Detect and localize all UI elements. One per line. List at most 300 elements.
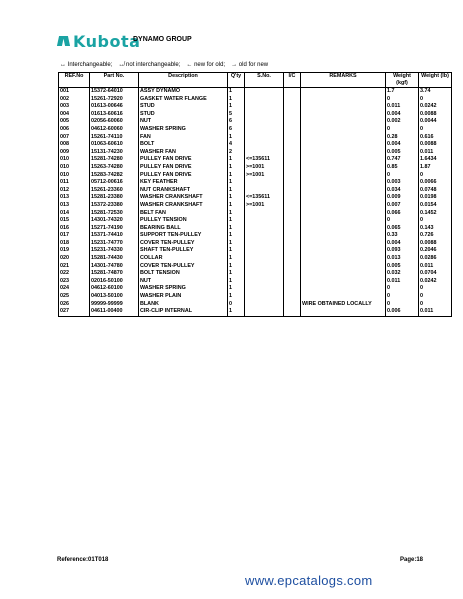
weight-kgf-cell: 0.28 [386, 134, 419, 142]
table-row [59, 96, 452, 104]
weight-kgf-cell: 0.007 [386, 202, 419, 210]
table-row [59, 187, 452, 195]
description-cell: PULLEY TENSION [139, 217, 228, 225]
ref-cell: 019 [59, 247, 90, 255]
serial-no-cell [245, 96, 284, 104]
weight-lb-cell: 3.74 [419, 88, 452, 96]
part-no-cell: 15281-72530 [90, 210, 139, 218]
table-row [59, 308, 452, 316]
weight-kgf-cell: 0.004 [386, 111, 419, 119]
description-cell: WASHER PLAIN [139, 293, 228, 301]
quantity-cell: 1 [228, 187, 245, 195]
serial-no-cell [245, 126, 284, 134]
ic-cell [284, 156, 301, 164]
description-cell: PULLEY FAN DRIVE [139, 172, 228, 180]
description-cell: FAN [139, 134, 228, 142]
ic-cell [284, 240, 301, 248]
ic-cell [284, 308, 301, 316]
weight-kgf-cell: 0.034 [386, 187, 419, 195]
weight-kgf-cell: 0.006 [386, 308, 419, 316]
part-no-cell: 15281-23380 [90, 194, 139, 202]
ic-cell [284, 210, 301, 218]
remarks-cell [301, 96, 386, 104]
table-row [59, 217, 452, 225]
part-no-cell: 15131-74230 [90, 149, 139, 157]
weight-kgf-cell: 0 [386, 172, 419, 180]
part-no-cell: 15231-74330 [90, 247, 139, 255]
weight-lb-cell: 0 [419, 285, 452, 293]
part-no-cell: 15372-64010 [90, 88, 139, 96]
part-no-cell: 15261-72920 [90, 96, 139, 104]
ic-cell [284, 255, 301, 263]
quantity-cell: 1 [228, 164, 245, 172]
ic-cell [284, 149, 301, 157]
remarks-cell [301, 141, 386, 149]
interchangeability-legend [60, 62, 268, 68]
weight-kgf-cell: 0.032 [386, 270, 419, 278]
ref-cell: 021 [59, 263, 90, 271]
weight-lb-cell: 0 [419, 217, 452, 225]
part-no-cell: 01613-00646 [90, 103, 139, 111]
group-title: DYNAMO GROUP [133, 36, 192, 43]
weight-lb-cell: 0.011 [419, 308, 452, 316]
serial-no-cell [245, 149, 284, 157]
table-row [59, 88, 452, 96]
serial-no-cell [245, 103, 284, 111]
description-cell: SUPPORT TEN-PULLEY [139, 232, 228, 240]
remarks-cell [301, 103, 386, 111]
description-cell: NUT [139, 118, 228, 126]
weight-lb-cell: 0.011 [419, 263, 452, 271]
serial-no-cell [245, 240, 284, 248]
reference-code: Reference:01T018 [57, 557, 109, 563]
serial-no-cell [245, 263, 284, 271]
serial-no-cell: >=1001 [245, 172, 284, 180]
description-cell: BELT FAN [139, 210, 228, 218]
header-serial-no: S.No. [245, 73, 284, 88]
header-remarks: REMARKS [301, 73, 386, 88]
header-ic: I/C [284, 73, 301, 88]
weight-kgf-cell: 0 [386, 217, 419, 225]
weight-lb-cell: 0.726 [419, 232, 452, 240]
ref-cell: 012 [59, 187, 90, 195]
serial-no-cell [245, 255, 284, 263]
remarks-cell: WIRE OBTAINED LOCALLY [301, 301, 386, 309]
remarks-cell [301, 118, 386, 126]
table-row [59, 240, 452, 248]
kubota-logo-text: Kubota [73, 31, 141, 51]
part-no-cell: 15372-23380 [90, 202, 139, 210]
ic-cell [284, 232, 301, 240]
part-no-cell: 14301-74320 [90, 217, 139, 225]
weight-lb-cell: 0.0242 [419, 278, 452, 286]
weight-lb-cell: 0.1452 [419, 210, 452, 218]
serial-no-cell [245, 225, 284, 233]
weight-lb-cell: 0.143 [419, 225, 452, 233]
serial-no-cell [245, 141, 284, 149]
parts-table [58, 72, 452, 317]
weight-lb-cell: 0.0088 [419, 240, 452, 248]
weight-kgf-cell: 0.066 [386, 210, 419, 218]
remarks-cell [301, 240, 386, 248]
table-row [59, 270, 452, 278]
ref-cell: 007 [59, 134, 90, 142]
table-row [59, 179, 452, 187]
ic-cell [284, 301, 301, 309]
quantity-cell: 1 [228, 194, 245, 202]
weight-kgf-cell: 0.747 [386, 156, 419, 164]
weight-kgf-cell: 1.7 [386, 88, 419, 96]
weight-kgf-cell: 0.002 [386, 118, 419, 126]
ref-cell: 009 [59, 149, 90, 157]
part-no-cell: 01063-60610 [90, 141, 139, 149]
remarks-cell [301, 187, 386, 195]
remarks-cell [301, 232, 386, 240]
remarks-cell [301, 111, 386, 119]
table-row [59, 232, 452, 240]
quantity-cell: 1 [228, 308, 245, 316]
page-number: Page:18 [400, 557, 424, 563]
table-row [59, 111, 452, 119]
weight-kgf-cell: 0.065 [386, 225, 419, 233]
table-row [59, 194, 452, 202]
serial-no-cell [245, 232, 284, 240]
ic-cell [284, 118, 301, 126]
remarks-cell [301, 126, 386, 134]
remarks-cell [301, 156, 386, 164]
weight-kgf-cell: 0.005 [386, 263, 419, 271]
description-cell: BOLT [139, 141, 228, 149]
ic-cell [284, 126, 301, 134]
ic-cell [284, 285, 301, 293]
serial-no-cell [245, 134, 284, 142]
weight-kgf-cell: 0.011 [386, 278, 419, 286]
ic-cell [284, 96, 301, 104]
ref-cell: 015 [59, 217, 90, 225]
quantity-cell: 6 [228, 118, 245, 126]
table-row [59, 103, 452, 111]
weight-lb-cell: 0.2046 [419, 247, 452, 255]
ref-cell: 010 [59, 172, 90, 180]
quantity-cell: 1 [228, 88, 245, 96]
weight-lb-cell: 0.616 [419, 134, 452, 142]
quantity-cell: 4 [228, 141, 245, 149]
weight-lb-cell: 0.0044 [419, 118, 452, 126]
serial-no-cell [245, 270, 284, 278]
description-cell: GASKET WATER FLANGE [139, 96, 228, 104]
serial-no-cell [245, 301, 284, 309]
remarks-cell [301, 134, 386, 142]
quantity-cell: 1 [228, 172, 245, 180]
table-row [59, 285, 452, 293]
description-cell: COVER TEN-PULLEY [139, 240, 228, 248]
ic-cell [284, 111, 301, 119]
quantity-cell: 1 [228, 210, 245, 218]
serial-no-cell: <=135611 [245, 194, 284, 202]
ic-cell [284, 247, 301, 255]
serial-no-cell [245, 88, 284, 96]
header-quantity: Q'ty [228, 73, 245, 88]
part-no-cell: 15281-74430 [90, 255, 139, 263]
ic-cell [284, 88, 301, 96]
ic-cell [284, 270, 301, 278]
quantity-cell: 1 [228, 217, 245, 225]
ref-cell: 003 [59, 103, 90, 111]
ic-cell [284, 194, 301, 202]
ic-cell [284, 172, 301, 180]
table-row [59, 301, 452, 309]
ic-cell [284, 103, 301, 111]
quantity-cell: 1 [228, 156, 245, 164]
serial-no-cell [245, 247, 284, 255]
quantity-cell: 1 [228, 247, 245, 255]
description-cell: CIR-CLIP INTERNAL [139, 308, 228, 316]
remarks-cell [301, 225, 386, 233]
ic-cell [284, 187, 301, 195]
weight-kgf-cell: 0 [386, 126, 419, 134]
quantity-cell: 1 [228, 202, 245, 210]
ref-cell: 020 [59, 255, 90, 263]
part-no-cell: 15261-74110 [90, 134, 139, 142]
description-cell: STUD [139, 103, 228, 111]
header-weight-kgf: Weight (kgf) [386, 73, 419, 88]
legend-item: ↮ not interchangeable; [118, 62, 181, 68]
part-no-cell: 02016-50100 [90, 278, 139, 286]
part-no-cell: 15281-74870 [90, 270, 139, 278]
table-row [59, 293, 452, 301]
serial-no-cell [245, 111, 284, 119]
ref-cell: 011 [59, 179, 90, 187]
kubota-logo [57, 32, 140, 50]
serial-no-cell [245, 278, 284, 286]
table-row [59, 247, 452, 255]
weight-lb-cell: 0.011 [419, 149, 452, 157]
quantity-cell: 2 [228, 149, 245, 157]
weight-lb-cell: 0 [419, 126, 452, 134]
weight-kgf-cell: 0.009 [386, 194, 419, 202]
weight-lb-cell: 0 [419, 293, 452, 301]
header-ref: REF.No [59, 73, 90, 88]
ref-cell: 013 [59, 202, 90, 210]
description-cell: PULLEY FAN DRIVE [139, 164, 228, 172]
weight-lb-cell: 0.0088 [419, 111, 452, 119]
ref-cell: 022 [59, 270, 90, 278]
header-description: Description [139, 73, 228, 88]
ref-cell: 004 [59, 111, 90, 119]
part-no-cell: 04612-60060 [90, 126, 139, 134]
quantity-cell: 1 [228, 96, 245, 104]
ref-cell: 005 [59, 118, 90, 126]
remarks-cell [301, 308, 386, 316]
weight-lb-cell: 0 [419, 172, 452, 180]
table-row [59, 202, 452, 210]
remarks-cell [301, 263, 386, 271]
ic-cell [284, 278, 301, 286]
remarks-cell [301, 278, 386, 286]
serial-no-cell [245, 217, 284, 225]
weight-lb-cell: 0.0198 [419, 194, 452, 202]
ref-cell: 017 [59, 232, 90, 240]
ref-cell: 027 [59, 308, 90, 316]
table-row [59, 225, 452, 233]
serial-no-cell: >=1001 [245, 164, 284, 172]
description-cell: PULLEY FAN DRIVE [139, 156, 228, 164]
remarks-cell [301, 285, 386, 293]
ref-cell: 013 [59, 194, 90, 202]
weight-kgf-cell: 0.004 [386, 240, 419, 248]
weight-kgf-cell: 0 [386, 301, 419, 309]
ref-cell: 002 [59, 96, 90, 104]
quantity-cell: 1 [228, 134, 245, 142]
table-row [59, 156, 452, 164]
ref-cell: 024 [59, 285, 90, 293]
quantity-cell: 1 [228, 255, 245, 263]
weight-lb-cell: 1.87 [419, 164, 452, 172]
ref-cell: 026 [59, 301, 90, 309]
ic-cell [284, 263, 301, 271]
quantity-cell: 1 [228, 263, 245, 271]
ref-cell: 010 [59, 156, 90, 164]
serial-no-cell: >=1001 [245, 202, 284, 210]
weight-kgf-cell: 0.33 [386, 232, 419, 240]
description-cell: COLLAR [139, 255, 228, 263]
ic-cell [284, 202, 301, 210]
table-row [59, 118, 452, 126]
remarks-cell [301, 270, 386, 278]
weight-kgf-cell: 0.005 [386, 149, 419, 157]
part-no-cell: 15263-74280 [90, 164, 139, 172]
remarks-cell [301, 255, 386, 263]
remarks-cell [301, 247, 386, 255]
description-cell: STUD [139, 111, 228, 119]
weight-kgf-cell: 0.093 [386, 247, 419, 255]
remarks-cell [301, 194, 386, 202]
remarks-cell [301, 217, 386, 225]
weight-lb-cell: 0.0748 [419, 187, 452, 195]
description-cell: NUT [139, 278, 228, 286]
remarks-cell [301, 202, 386, 210]
ref-cell: 018 [59, 240, 90, 248]
table-row [59, 255, 452, 263]
remarks-cell [301, 210, 386, 218]
ref-cell: 025 [59, 293, 90, 301]
part-no-cell: 99999-99999 [90, 301, 139, 309]
legend-item: ↔ Interchangeable; [60, 62, 113, 68]
table-row [59, 210, 452, 218]
ic-cell [284, 293, 301, 301]
watermark: www.epcatalogs.com [245, 573, 373, 588]
table-row [59, 134, 452, 142]
quantity-cell: 0 [228, 301, 245, 309]
part-no-cell: 15281-74280 [90, 156, 139, 164]
weight-lb-cell: 0.0088 [419, 141, 452, 149]
remarks-cell [301, 164, 386, 172]
ref-cell: 010 [59, 164, 90, 172]
ref-cell: 016 [59, 225, 90, 233]
header-part-no: Part No. [90, 73, 139, 88]
serial-no-cell [245, 293, 284, 301]
ref-cell: 008 [59, 141, 90, 149]
part-no-cell: 14301-74780 [90, 263, 139, 271]
weight-kgf-cell: 0.003 [386, 179, 419, 187]
serial-no-cell [245, 308, 284, 316]
weight-lb-cell: 0 [419, 301, 452, 309]
weight-lb-cell: 0.0704 [419, 270, 452, 278]
quantity-cell: 1 [228, 278, 245, 286]
remarks-cell [301, 172, 386, 180]
table-header-row [59, 73, 452, 88]
ref-cell: 001 [59, 88, 90, 96]
part-no-cell: 01613-60616 [90, 111, 139, 119]
quantity-cell: 1 [228, 270, 245, 278]
weight-lb-cell: 1.6434 [419, 156, 452, 164]
weight-lb-cell: 0.0242 [419, 103, 452, 111]
description-cell: WASHER FAN [139, 149, 228, 157]
remarks-cell [301, 88, 386, 96]
table-row [59, 126, 452, 134]
legend-item: → old for new [231, 62, 269, 68]
weight-lb-cell: 0.0286 [419, 255, 452, 263]
weight-kgf-cell: 0 [386, 293, 419, 301]
table-row [59, 164, 452, 172]
quantity-cell: 1 [228, 225, 245, 233]
quantity-cell: 1 [228, 240, 245, 248]
ref-cell: 023 [59, 278, 90, 286]
part-no-cell: 05712-00616 [90, 179, 139, 187]
description-cell: ASSY DYNAMO [139, 88, 228, 96]
ic-cell [284, 134, 301, 142]
part-no-cell: 15271-74190 [90, 225, 139, 233]
ic-cell [284, 225, 301, 233]
kubota-logo-mark-icon [57, 34, 71, 48]
ref-cell: 014 [59, 210, 90, 218]
part-no-cell: 15371-74410 [90, 232, 139, 240]
legend-item: ← new for old; [186, 62, 226, 68]
serial-no-cell [245, 187, 284, 195]
remarks-cell [301, 179, 386, 187]
quantity-cell: 1 [228, 179, 245, 187]
part-no-cell: 04612-60100 [90, 285, 139, 293]
serial-no-cell [245, 118, 284, 126]
weight-kgf-cell: 0.004 [386, 141, 419, 149]
serial-no-cell [245, 179, 284, 187]
part-no-cell: 15261-23360 [90, 187, 139, 195]
ic-cell [284, 164, 301, 172]
weight-lb-cell: 0.0066 [419, 179, 452, 187]
weight-kgf-cell: 0.011 [386, 103, 419, 111]
quantity-cell: 1 [228, 285, 245, 293]
description-cell: NUT CRANKSHAFT [139, 187, 228, 195]
table-row [59, 263, 452, 271]
part-no-cell: 15231-74770 [90, 240, 139, 248]
part-no-cell: 15283-74282 [90, 172, 139, 180]
quantity-cell: 1 [228, 103, 245, 111]
remarks-cell [301, 149, 386, 157]
description-cell: BLANK [139, 301, 228, 309]
weight-kgf-cell: 0.85 [386, 164, 419, 172]
quantity-cell: 5 [228, 111, 245, 119]
serial-no-cell: <=135611 [245, 156, 284, 164]
remarks-cell [301, 293, 386, 301]
description-cell: KEY FEATHER [139, 179, 228, 187]
header-weight-lb: Weight (lb) [419, 73, 452, 88]
table-row [59, 278, 452, 286]
weight-kgf-cell: 0.013 [386, 255, 419, 263]
serial-no-cell [245, 285, 284, 293]
quantity-cell: 1 [228, 232, 245, 240]
part-no-cell: 04611-00400 [90, 308, 139, 316]
ic-cell [284, 217, 301, 225]
